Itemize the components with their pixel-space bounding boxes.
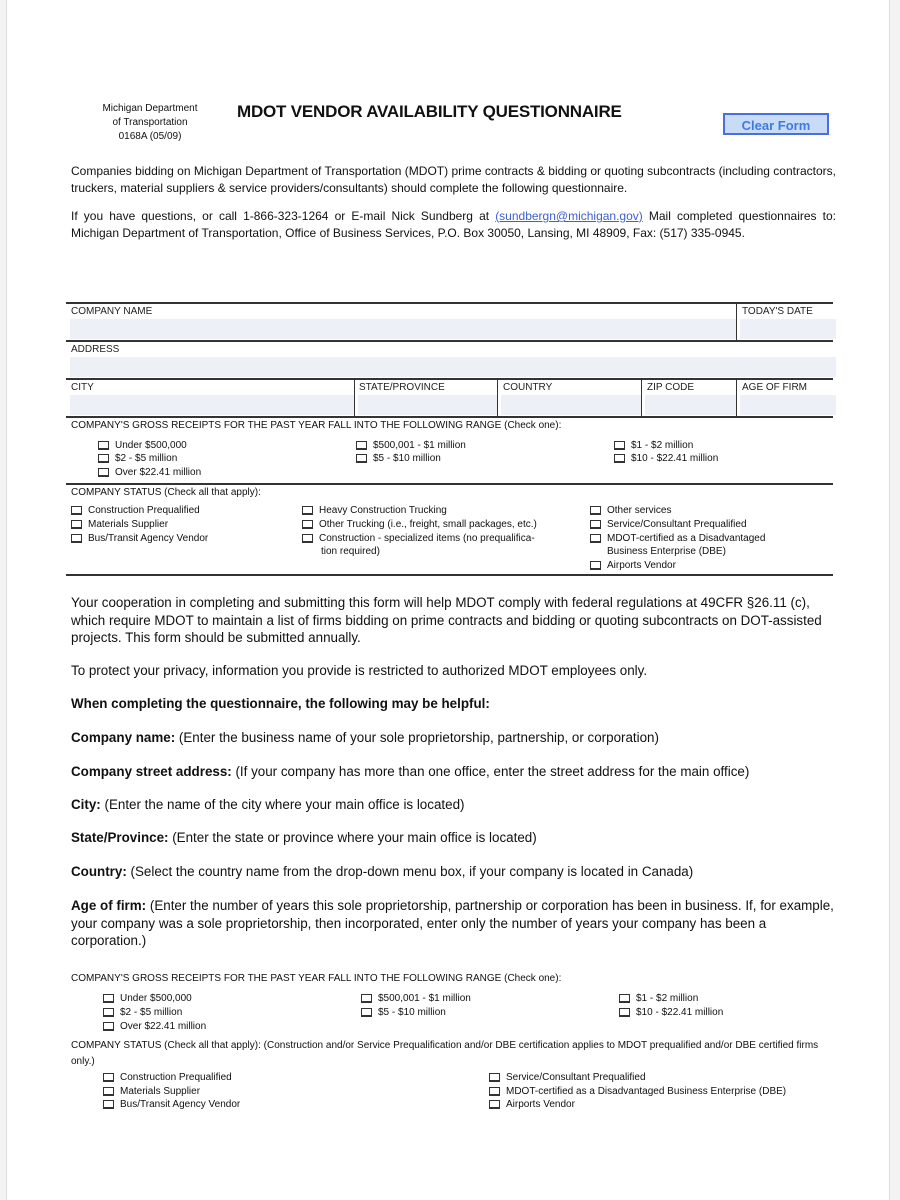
address-input[interactable] [70, 357, 836, 377]
checkbox[interactable] [619, 1008, 630, 1017]
status-label: COMPANY STATUS (Check all that apply): [71, 487, 261, 498]
company-name-label: COMPANY NAME [71, 306, 153, 317]
receipts-option[interactable] [103, 992, 192, 1006]
intro-paragraph-1: Companies bidding on Michigan Department of Transportation (MDOT) prime contracts & bidding or quoting subcontracts (including contractors, truckers, material suppliers & service providers/consultants) should complete the following questionnaire. [71, 164, 836, 195]
help-desc: (Select the country name from the drop-down menu box, if your company is located in Canada) [126, 864, 694, 879]
help-item [71, 863, 841, 881]
checkbox[interactable] [71, 506, 82, 515]
checkbox[interactable] [103, 1022, 114, 1031]
checkbox[interactable] [361, 1008, 372, 1017]
checkbox[interactable] [103, 1073, 114, 1082]
checkbox[interactable] [361, 994, 372, 1003]
option-label: Construction - specialized items (no prequalifica- [319, 533, 535, 544]
checkbox[interactable] [71, 520, 82, 529]
option-label: MDOT-certified as a Disadvantaged [607, 533, 766, 544]
helpful-heading: When completing the questionnaire, the following may be helpful: [71, 696, 490, 711]
receipts-option[interactable] [103, 1020, 206, 1034]
clear-form-button[interactable]: Clear Form [723, 113, 829, 135]
checkbox[interactable] [302, 506, 313, 515]
option-label: Service/Consultant Prequalified [607, 519, 747, 530]
status-option[interactable] [590, 532, 765, 546]
company-name-input[interactable] [70, 319, 736, 339]
age-input[interactable] [740, 395, 836, 415]
status-option[interactable] [590, 559, 676, 573]
help-item [71, 729, 841, 747]
agency-name: Michigan Department [102, 103, 198, 114]
option-label: $1 - $2 million [631, 440, 694, 451]
option-label: Other services [607, 505, 672, 516]
receipts-option[interactable] [356, 452, 441, 466]
option-label: Under $500,000 [115, 440, 187, 451]
intro-text-2: Mail completed questionnaires to: Michigan Department of Transportation, Office of Business Services, P.O. Box 30050, Lansing, MI 48909, Fax: (517) 335-0945. [71, 209, 836, 240]
receipts-option[interactable] [614, 452, 718, 466]
status-option[interactable] [302, 518, 537, 532]
receipts-option[interactable] [614, 439, 693, 453]
help-desc: (Enter the number of years this sole proprietorship, partnership or corporation has been in business. If, for example, your company was a sole proprietorship, then incorporated, enter only the number of years your company has been a corporation.) [71, 898, 834, 948]
state-input[interactable] [358, 395, 497, 415]
option-label: $5 - $10 million [373, 453, 441, 464]
option-label: $10 - $22.41 million [631, 453, 719, 464]
status-option[interactable] [302, 532, 535, 546]
status-option[interactable] [71, 504, 200, 518]
option-label: Heavy Construction Trucking [319, 505, 447, 516]
todays-date-input[interactable] [740, 319, 836, 339]
option-label: Over $22.41 million [120, 1021, 207, 1032]
option-label: MDOT-certified as a Disadvantaged Business Enterprise (DBE) [506, 1086, 787, 1097]
help-term: State/Province: [71, 830, 169, 845]
status-option[interactable] [590, 504, 671, 518]
help-desc: (Enter the name of the city where your main office is located) [100, 797, 465, 812]
help-term: Company name: [71, 730, 176, 745]
todays-date-label: TODAY'S DATE [742, 306, 813, 317]
checkbox[interactable] [489, 1073, 500, 1082]
receipts-option[interactable] [98, 466, 201, 480]
help-term: Country: [71, 864, 127, 879]
help-item [71, 796, 841, 814]
status-option[interactable] [71, 518, 168, 532]
help-desc: (Enter the business name of your sole proprietorship, partnership, or corporation) [175, 730, 659, 745]
receipts-option[interactable] [103, 1006, 182, 1020]
receipts-option[interactable] [98, 439, 187, 453]
document-page [6, 0, 890, 1200]
city-label: CITY [71, 382, 94, 393]
option-label: $500,001 - $1 million [373, 440, 466, 451]
status-option[interactable] [103, 1085, 200, 1099]
status-option[interactable] [71, 532, 208, 546]
option-label: $5 - $10 million [378, 1007, 446, 1018]
checkbox[interactable] [103, 1087, 114, 1096]
cooperation-paragraph: Your cooperation in completing and submitting this form will help MDOT comply with federal regulations at 49CFR §26.11 (c), which require MDOT to maintain a list of firms bidding on prime contracts and bidding or quoting subcontracts on DOT-assisted projects. This form should be submitted annually. [71, 595, 822, 645]
status-option[interactable] [302, 504, 447, 518]
receipts-option[interactable] [619, 992, 698, 1006]
email-link[interactable]: (sundbergn@michigan.gov) [495, 209, 643, 223]
form-number: 0168A (05/09) [118, 131, 182, 142]
checkbox[interactable] [356, 441, 367, 450]
option-label: $10 - $22.41 million [636, 1007, 724, 1018]
receipts-label: COMPANY'S GROSS RECEIPTS FOR THE PAST YEAR FALL INTO THE FOLLOWING RANGE (Check one): [71, 973, 562, 984]
option-label: $500,001 - $1 million [378, 993, 471, 1004]
status-option[interactable] [489, 1085, 786, 1099]
option-label: Construction Prequalified [120, 1072, 232, 1083]
help-term: Company street address: [71, 764, 232, 779]
help-item [71, 763, 841, 781]
help-term: Age of firm: [71, 898, 147, 913]
option-label: Materials Supplier [120, 1086, 201, 1097]
receipts-label: COMPANY'S GROSS RECEIPTS FOR THE PAST YEAR FALL INTO THE FOLLOWING RANGE (Check one): [71, 420, 562, 431]
state-label: STATE/PROVINCE [359, 382, 445, 393]
address-label: ADDRESS [71, 344, 120, 355]
checkbox[interactable] [614, 441, 625, 450]
checkbox[interactable] [103, 1008, 114, 1017]
lower-form [71, 973, 841, 1118]
checkbox[interactable] [98, 441, 109, 450]
checkbox[interactable] [489, 1087, 500, 1096]
vendor-form [66, 302, 833, 578]
intro-paragraph-2 [71, 208, 836, 241]
help-desc: (Enter the state or province where your main office is located) [168, 830, 537, 845]
country-select[interactable] [501, 395, 641, 415]
checkbox[interactable] [590, 506, 601, 515]
checkbox[interactable] [103, 1100, 114, 1109]
checkbox[interactable] [98, 454, 109, 463]
receipts-option[interactable] [361, 1006, 446, 1020]
page-title: MDOT VENDOR AVAILABILITY QUESTIONNAIRE [237, 102, 622, 121]
option-label: Other Trucking (i.e., freight, small packages, etc.) [319, 519, 537, 530]
city-input[interactable] [70, 395, 354, 415]
zip-label: ZIP CODE [647, 382, 695, 393]
status-option[interactable] [103, 1098, 240, 1112]
agency-block [85, 102, 215, 144]
privacy-paragraph: To protect your privacy, information you provide is restricted to authorized MDOT employees only. [71, 663, 648, 678]
option-label: Under $500,000 [120, 993, 192, 1004]
option-label: $2 - $5 million [120, 1007, 183, 1018]
status-option[interactable] [103, 1071, 232, 1085]
receipts-option[interactable] [98, 452, 177, 466]
help-term: City: [71, 797, 101, 812]
option-label: Bus/Transit Agency Vendor [88, 533, 209, 544]
status-option[interactable] [590, 518, 747, 532]
checkbox[interactable] [489, 1100, 500, 1109]
receipts-option[interactable] [619, 1006, 723, 1020]
help-item [71, 829, 841, 847]
status-label: COMPANY STATUS (Check all that apply): (Construction and/or Service Prequalification and/or DBE certification applies to MDOT prequalified and/or DBE certified firms only.) [71, 1040, 819, 1067]
option-label: Service/Consultant Prequalified [506, 1072, 646, 1083]
option-label: Over $22.41 million [115, 467, 202, 478]
option-label: Construction Prequalified [88, 505, 200, 516]
receipts-option[interactable] [356, 439, 466, 453]
checkbox[interactable] [302, 534, 313, 543]
checkbox[interactable] [98, 468, 109, 477]
checkbox[interactable] [590, 520, 601, 529]
option-continuation: tion required) [321, 546, 380, 557]
help-desc: (If your company has more than one office, enter the street address for the main office) [231, 764, 750, 779]
status-option[interactable] [489, 1098, 575, 1112]
checkbox[interactable] [614, 454, 625, 463]
checkbox[interactable] [590, 534, 601, 543]
country-label: COUNTRY [503, 382, 553, 393]
checkbox[interactable] [356, 454, 367, 463]
checkbox[interactable] [619, 994, 630, 1003]
checkbox[interactable] [590, 561, 601, 570]
zip-input[interactable] [645, 395, 736, 415]
receipts-option[interactable] [361, 992, 471, 1006]
help-item [71, 897, 841, 950]
option-label: Airports Vendor [506, 1099, 575, 1110]
intro-text: If you have questions, or call 1-866-323-1264 or E-mail Nick Sundberg at [71, 209, 496, 223]
option-label: $1 - $2 million [636, 993, 699, 1004]
option-label: Materials Supplier [88, 519, 169, 530]
option-continuation: Business Enterprise (DBE) [607, 546, 726, 557]
checkbox[interactable] [71, 534, 82, 543]
option-label: Bus/Transit Agency Vendor [120, 1099, 241, 1110]
checkbox[interactable] [302, 520, 313, 529]
age-label: AGE OF FIRM [742, 382, 807, 393]
checkbox[interactable] [103, 994, 114, 1003]
agency-name-2: of Transportation [112, 117, 188, 128]
option-label: Airports Vendor [607, 560, 676, 571]
option-label: $2 - $5 million [115, 453, 178, 464]
status-option[interactable] [489, 1071, 646, 1085]
